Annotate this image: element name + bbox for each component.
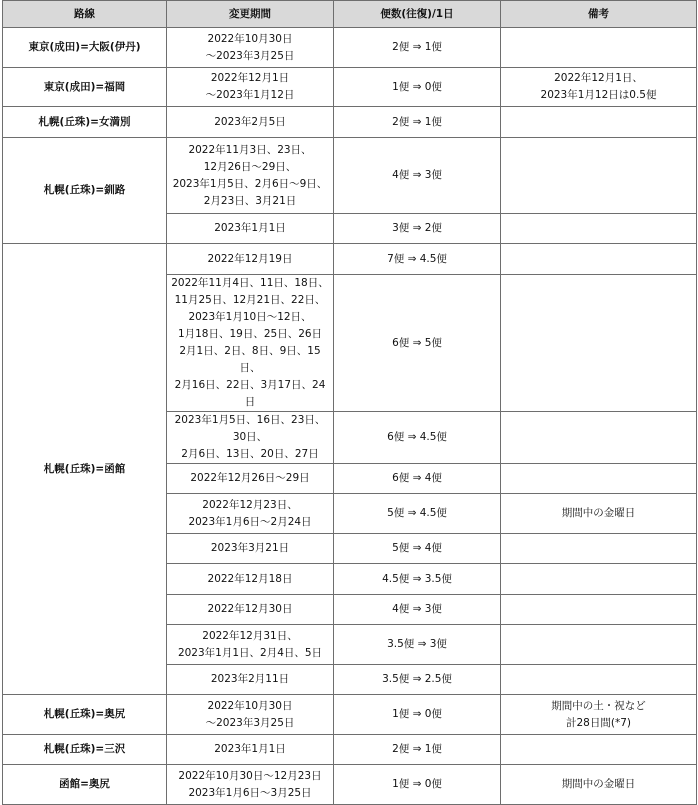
route-cell: 札幌(丘珠)=函館: [3, 244, 167, 695]
period-cell: 2023年2月5日: [167, 107, 334, 138]
period-cell: 2022年12月19日: [167, 244, 334, 275]
flights-cell: 3.5便 ⇒ 2.5便: [334, 665, 501, 695]
flights-cell: 4.5便 ⇒ 3.5便: [334, 564, 501, 595]
flight-schedule-table: [2, 0, 697, 805]
note-cell: [501, 564, 697, 595]
flights-cell: 2便 ⇒ 1便: [334, 735, 501, 765]
flights-cell: 2便 ⇒ 1便: [334, 28, 501, 68]
table-row: [3, 68, 697, 107]
flights-cell: 6便 ⇒ 4便: [334, 464, 501, 494]
route-cell: 札幌(丘珠)=三沢: [3, 735, 167, 765]
note-cell: [501, 665, 697, 695]
period-cell: 2023年1月1日: [167, 735, 334, 765]
flights-cell: 4便 ⇒ 3便: [334, 595, 501, 625]
table-row: [3, 28, 697, 68]
table-row: [3, 107, 697, 138]
note-cell: [501, 214, 697, 244]
period-cell: 2022年12月1日 〜2023年1月12日: [167, 68, 334, 107]
period-cell: 2022年12月18日: [167, 564, 334, 595]
note-cell: [501, 138, 697, 214]
flights-cell: 3.5便 ⇒ 3便: [334, 625, 501, 665]
note-cell: [501, 28, 697, 68]
table-row: [3, 765, 697, 805]
note-cell: [501, 625, 697, 665]
period-cell: 2022年11月4日、11日、18日、 11月25日、12月21日、22日、 2023年1月10日〜12日、 1月18日、19日、25日、26日 2月1日、2日、8日、9日、15日、 2月16日、22日、3月17日、24日: [167, 275, 334, 412]
note-cell: [501, 595, 697, 625]
period-cell: 2023年1月5日、16日、23日、30日、 2月6日、13日、20日、27日: [167, 412, 334, 464]
header-route: 路線: [3, 1, 167, 28]
flights-cell: 4便 ⇒ 3便: [334, 138, 501, 214]
flights-cell: 3便 ⇒ 2便: [334, 214, 501, 244]
note-cell: 期間中の金曜日: [501, 765, 697, 805]
header-note: 備考: [501, 1, 697, 28]
flights-cell: 6便 ⇒ 5便: [334, 275, 501, 412]
note-cell: [501, 412, 697, 464]
route-cell: 函館=奥尻: [3, 765, 167, 805]
flights-cell: 6便 ⇒ 4.5便: [334, 412, 501, 464]
note-cell: 期間中の金曜日: [501, 494, 697, 534]
note-cell: [501, 107, 697, 138]
note-cell: [501, 275, 697, 412]
table-row: [3, 735, 697, 765]
period-cell: 2022年11月3日、23日、 12月26日〜29日、 2023年1月5日、2月6日〜9日、 2月23日、3月21日: [167, 138, 334, 214]
route-cell: 札幌(丘珠)=奥尻: [3, 695, 167, 735]
flights-cell: 1便 ⇒ 0便: [334, 695, 501, 735]
route-cell: 札幌(丘珠)=釧路: [3, 138, 167, 244]
note-cell: [501, 244, 697, 275]
flights-cell: 5便 ⇒ 4便: [334, 534, 501, 564]
period-cell: 2022年10月30日 〜2023年3月25日: [167, 695, 334, 735]
period-cell: 2023年1月1日: [167, 214, 334, 244]
table-body: [3, 28, 697, 805]
table-row: [3, 244, 697, 275]
header-flights: 便数(往復)/1日: [334, 1, 501, 28]
flights-cell: 7便 ⇒ 4.5便: [334, 244, 501, 275]
route-cell: 東京(成田)=大阪(伊丹): [3, 28, 167, 68]
flights-cell: 1便 ⇒ 0便: [334, 68, 501, 107]
table-row: [3, 695, 697, 735]
period-cell: 2022年12月31日、 2023年1月1日、2月4日、5日: [167, 625, 334, 665]
period-cell: 2023年2月11日: [167, 665, 334, 695]
period-cell: 2022年10月30日 〜2023年3月25日: [167, 28, 334, 68]
header-row: [3, 1, 697, 28]
flights-cell: 1便 ⇒ 0便: [334, 765, 501, 805]
period-cell: 2022年12月26日〜29日: [167, 464, 334, 494]
note-cell: 2022年12月1日、 2023年1月12日は0.5便: [501, 68, 697, 107]
note-cell: [501, 464, 697, 494]
period-cell: 2022年12月30日: [167, 595, 334, 625]
note-cell: 期間中の土・祝など 計28日間(*7): [501, 695, 697, 735]
header-period: 変更期間: [167, 1, 334, 28]
route-cell: 東京(成田)=福岡: [3, 68, 167, 107]
route-cell: 札幌(丘珠)=女満別: [3, 107, 167, 138]
flights-cell: 5便 ⇒ 4.5便: [334, 494, 501, 534]
flights-cell: 2便 ⇒ 1便: [334, 107, 501, 138]
table-row: [3, 138, 697, 214]
note-cell: [501, 735, 697, 765]
period-cell: 2022年10月30日〜12月23日 2023年1月6日〜3月25日: [167, 765, 334, 805]
note-cell: [501, 534, 697, 564]
period-cell: 2023年3月21日: [167, 534, 334, 564]
period-cell: 2022年12月23日、 2023年1月6日〜2月24日: [167, 494, 334, 534]
